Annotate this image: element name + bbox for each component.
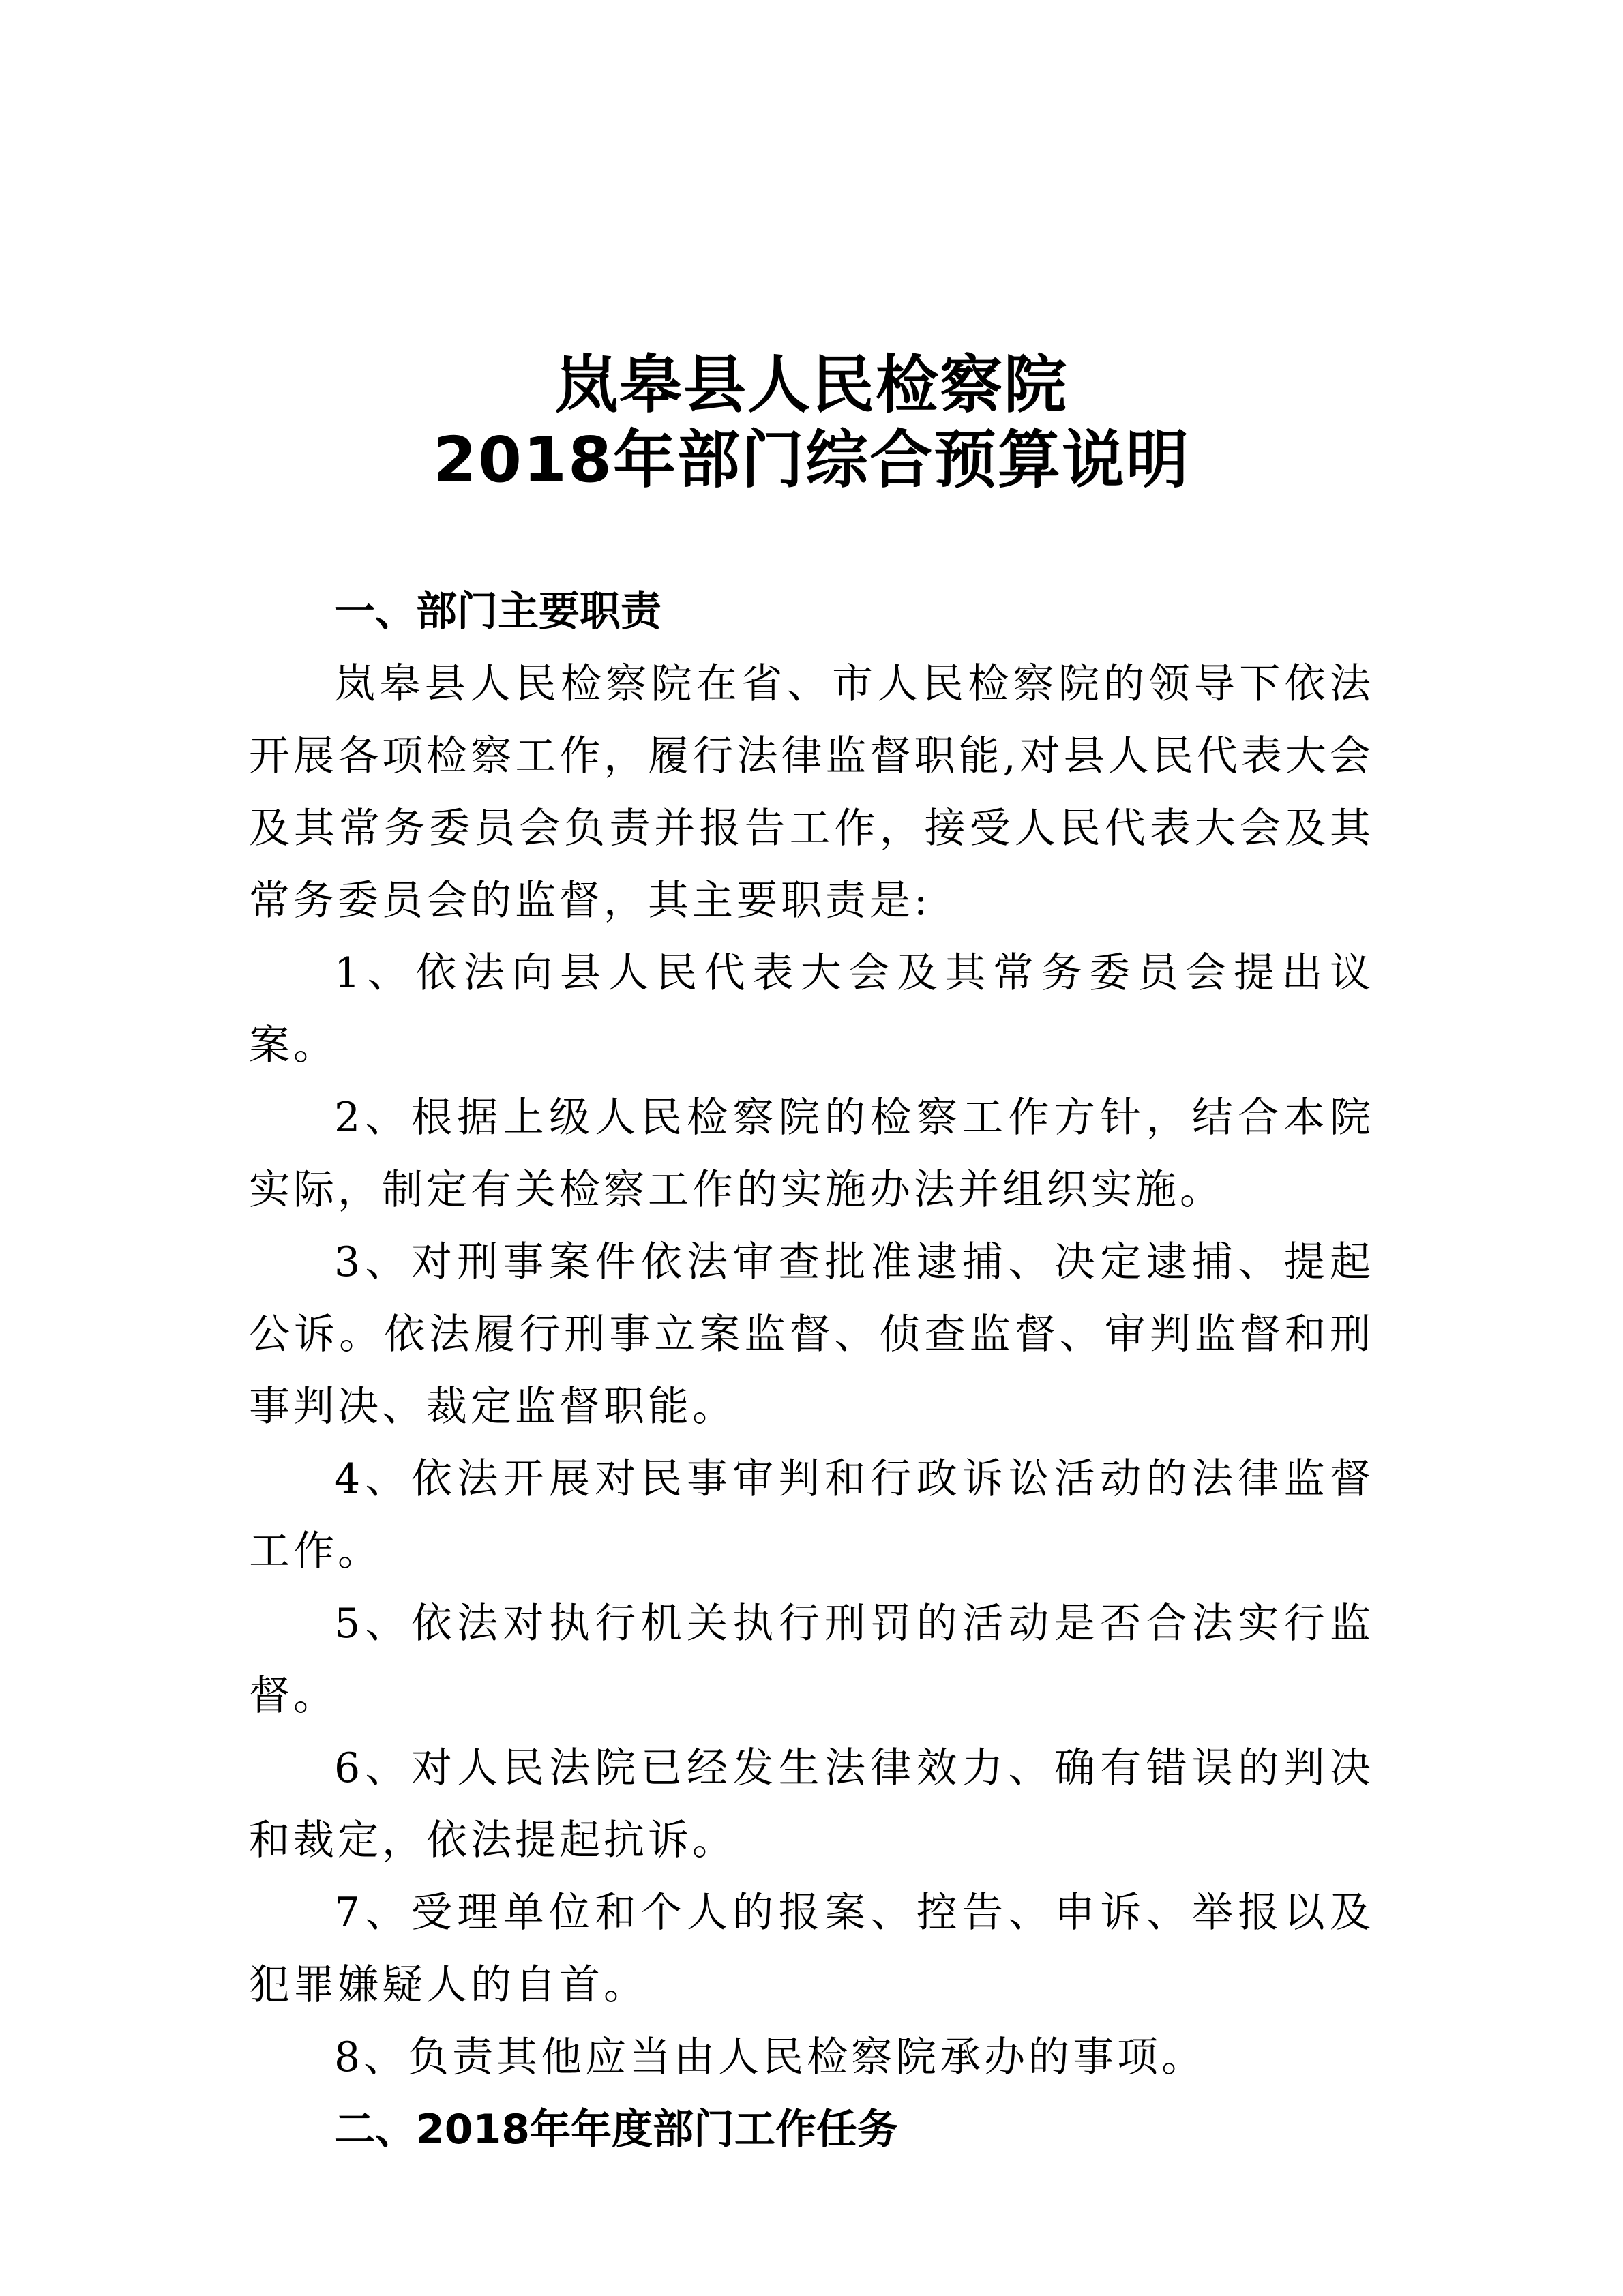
document-body: [249, 576, 1374, 2166]
duty-item-3: 3、对刑事案件依法审查批准逮捕、决定逮捕、提起公诉。依法履行刑事立案监督、侦查监督、审判监督和刑事判决、裁定监督职能。: [249, 1238, 1374, 1431]
duty-item-5: 5、依法对执行机关执行刑罚的活动是否合法实行监督。: [249, 1600, 1374, 1720]
duty-item-4: 4、依法开展对民事审判和行政诉讼活动的法律监督工作。: [249, 1455, 1374, 1575]
duty-item-1: 1、依法向县人民代表大会及其常务委员会提出议案。: [249, 949, 1374, 1069]
document-title-line2: 2018年部门综合预算说明: [432, 423, 1191, 496]
section-heading-tasks: 二、2018年年度部门工作任务: [334, 2106, 898, 2153]
intro-paragraph: 岚皋县人民检察院在省、市人民检察院的领导下依法开展各项检察工作，履行法律监督职能,对县人民代表大会及其常务委员会负责并报告工作，接受人民代表大会及其常务委员会的监督，其主要职责是:: [249, 660, 1374, 925]
duty-item-7: 7、受理单位和个人的报案、控告、申诉、举报以及犯罪嫌疑人的自首。: [249, 1889, 1374, 2009]
duty-item-8: 8、负责其他应当由人民检察院承办的事项。: [334, 2033, 1206, 2081]
duty-item-6: 6、对人民法院已经发生法律效力、确有错误的判决和裁定，依法提起抗诉。: [249, 1744, 1374, 1864]
section-heading-duties: 一、部门主要职责: [334, 588, 661, 636]
document-title-line1: 岚皋县人民检察院: [554, 348, 1068, 421]
duty-item-2: 2、根据上级人民检察院的检察工作方针，结合本院实际，制定有关检察工作的实施办法并组织实施。: [249, 1094, 1374, 1214]
